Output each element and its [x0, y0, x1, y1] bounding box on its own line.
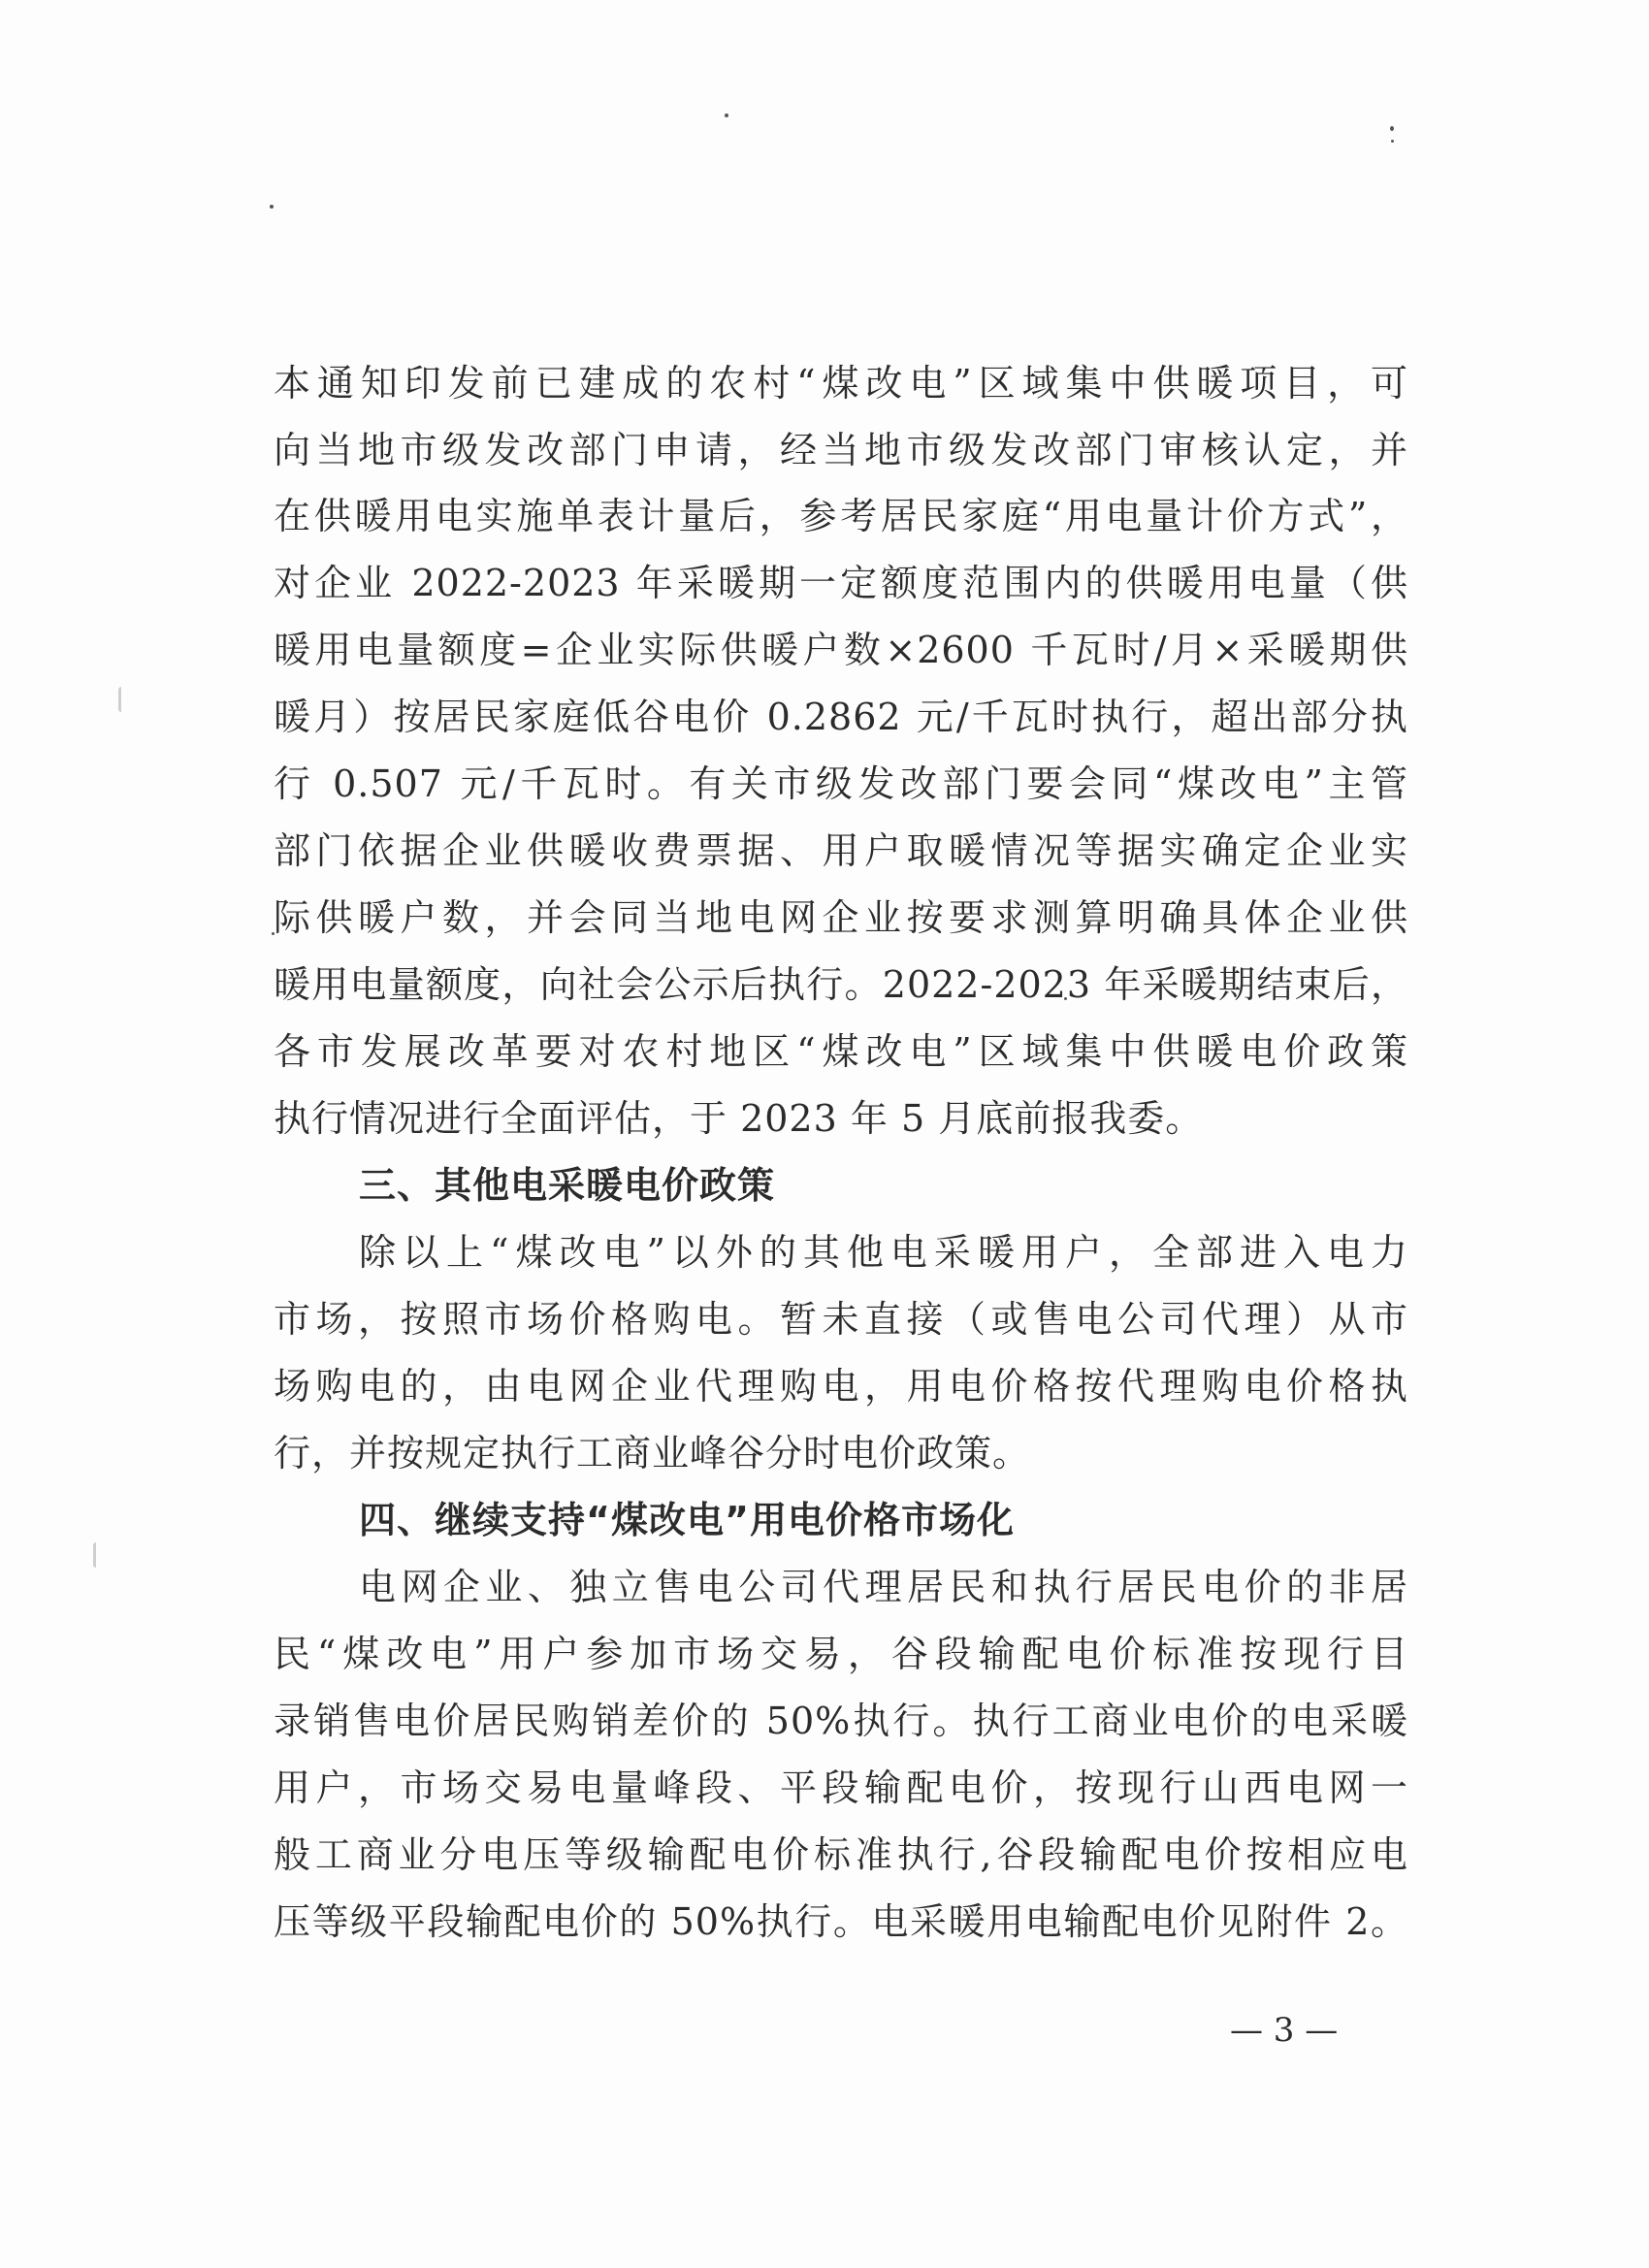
body-line: 各市发展改革要对农村地区“煤改电”区域集中供暖电价政策 — [274, 1030, 1408, 1073]
body-line: 场购电的，由电网企业代理购电，用电价格按代理购电价格执 — [274, 1365, 1408, 1408]
body-line: 压等级平段输配电价的 50%执行。电采暖用电输配电价见附件 2。 — [274, 1900, 1408, 1943]
body-line: 暖用电量额度，向社会公示后执行。2022-2023 年采暖期结束后， — [274, 963, 1408, 1006]
body-line: 际供暖户数，并会同当地电网企业按要求测算明确具体企业供 — [274, 896, 1408, 939]
body-line: 用户，市场交易电量峰段、平段输配电价，按现行山西电网一 — [274, 1766, 1408, 1809]
body-line: 除以上“煤改电”以外的其他电采暖用户，全部进入电力 — [359, 1231, 1408, 1274]
body-line: 民“煤改电”用户参加市场交易，谷段输配电价标准按现行目 — [274, 1633, 1408, 1675]
section-heading-4: 四、继续支持“煤改电”用电价格市场化 — [359, 1499, 1015, 1541]
body-line: 部门依据企业供暖收费票据、用户取暖情况等据实确定企业实 — [274, 829, 1408, 872]
body-line: 执行情况进行全面评估，于 2023 年 5 月底前报我委。 — [274, 1097, 1204, 1140]
body-line: 行 0.507 元/千瓦时。有关市级发改部门要会同“煤改电”主管 — [274, 762, 1408, 805]
body-line: 暖月）按居民家庭低谷电价 0.2862 元/千瓦时执行，超出部分执 — [274, 696, 1408, 738]
body-line: 向当地市级发改部门申请，经当地市级发改部门审核认定，并 — [274, 429, 1408, 471]
body-line: 录销售电价居民购销差价的 50%执行。执行工商业电价的电采暖 — [274, 1700, 1408, 1742]
body-line: 本通知印发前已建成的农村“煤改电”区域集中供暖项目，可 — [274, 362, 1408, 405]
body-line: 市场，按照市场价格购电。暂未直接（或售电公司代理）从市 — [274, 1298, 1408, 1341]
section-heading-3: 三、其他电采暖电价政策 — [359, 1164, 776, 1207]
body-line: 暖用电量额度=企业实际供暖户数×2600 千瓦时/月×采暖期供 — [274, 629, 1408, 671]
body-line: 行，并按规定执行工商业峰谷分时电价政策。 — [274, 1432, 1031, 1474]
body-line: 电网企业、独立售电公司代理居民和执行居民电价的非居 — [359, 1566, 1408, 1608]
page-number: — 3 — — [1230, 2011, 1339, 2050]
body-line: 般工商业分电压等级输配电价标准执行,谷段输配电价按相应电 — [274, 1833, 1408, 1876]
body-line: 在供暖用电实施单表计量后，参考居民家庭“用电量计价方式”， — [274, 495, 1408, 537]
body-line: 对企业 2022-2023 年采暖期一定额度范围内的供暖用电量（供 — [274, 562, 1408, 604]
